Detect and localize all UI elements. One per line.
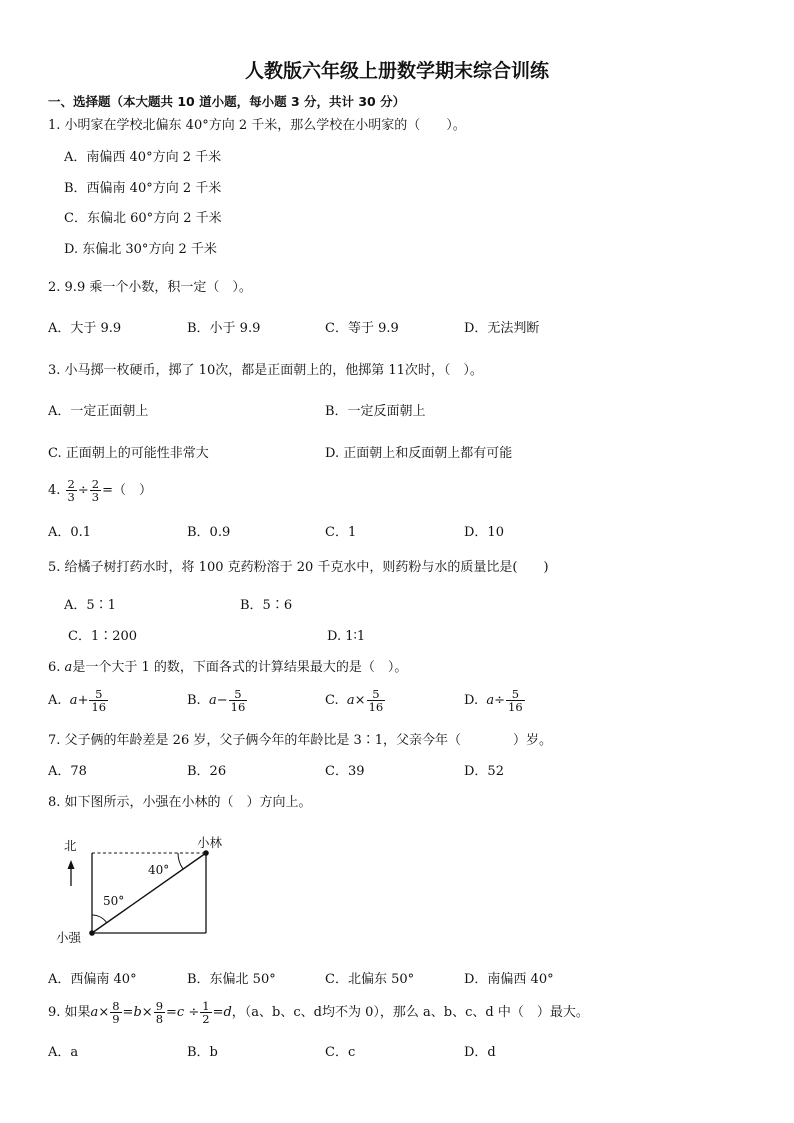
angle-label-bottom: 50° xyxy=(103,894,125,908)
question-2-option-d[interactable]: D．无法判断 xyxy=(464,321,540,336)
question-2-option-c[interactable]: C．等于 9.9 xyxy=(325,321,399,336)
question-1-stem: 1. 小明家在学校北偏东 40°方向 2 千米，那么学校在小明家的（ ）。 xyxy=(48,118,466,133)
question-3-option-a[interactable]: A．一定正面朝上 xyxy=(48,404,149,419)
question-9-option-d[interactable]: D．d xyxy=(464,1045,496,1060)
fraction: $\frac{9}{8}$ xyxy=(155,999,164,1027)
fraction: $\frac{8}{9}$ xyxy=(112,999,120,1027)
question-3-option-d[interactable]: D. 正面朝上和反面朝上都有可能 xyxy=(325,446,513,461)
question-4-stem xyxy=(48,478,152,503)
question-7-stem: 7. 父子俩的年龄差是 26 岁，父子俩今年的年龄比是 3∶1，父亲今年（ ）岁。 xyxy=(48,733,553,748)
north-label: 北 xyxy=(64,838,77,853)
question-1-option-a[interactable]: A．南偏西 40°方向 2 千米 xyxy=(64,150,222,165)
question-9-stem: 9. 如果 a × $\frac{8}{9}$ = b × $\frac{9}{8}$ = c ÷ $\frac{1}{2}$ = d ，（a、b、c、d均不为 0），那么 a、b、c、d 中（ ）最大。 xyxy=(48,999,589,1027)
fraction: $\frac{2}{3}$ xyxy=(67,477,75,505)
xiaolin-label: 小林 xyxy=(197,835,223,850)
question-7-option-c[interactable]: C．39 xyxy=(325,764,365,779)
question-9-option-b[interactable]: B．b xyxy=(187,1045,218,1060)
question-8-option-d[interactable]: D．南偏西 40° xyxy=(464,972,554,987)
question-7-option-b[interactable]: B．26 xyxy=(187,764,227,779)
question-5-option-a[interactable]: A．5∶1 xyxy=(64,598,116,613)
divide-operator: ÷ xyxy=(77,483,89,499)
question-9-option-c[interactable]: C．c xyxy=(325,1045,356,1060)
fraction: $\frac{2}{3}$ xyxy=(91,477,100,505)
question-9-prefix: 9. 如果 xyxy=(48,1005,91,1021)
angle-arc-top xyxy=(178,853,183,869)
question-8-option-b[interactable]: B．东偏北 50° xyxy=(187,972,276,987)
question-6-text: 是一个大于 1 的数，下面各式的计算结果最大的是（ ）。 xyxy=(72,660,408,675)
question-4-option-c[interactable]: C．1 xyxy=(325,525,357,540)
question-9-suffix: ，（a、b、c、d均不为 0），那么 a、b、c、d 中（ ）最大。 xyxy=(231,1005,589,1021)
question-4-number: 4. xyxy=(48,483,61,499)
question-5-option-b[interactable]: B．5∶6 xyxy=(240,598,293,613)
question-8-stem: 8. 如下图所示，小强在小林的（ ）方向上。 xyxy=(48,795,312,810)
question-5-stem: 5. 给橘子树打药水时，将 100 克药粉溶于 20 千克水中，则药粉与水的质量比是( ) xyxy=(48,560,549,575)
question-4-suffix: =（ ） xyxy=(102,483,153,499)
question-3-stem: 3. 小马掷一枚硬币，掷了 10次，都是正面朝上的，他掷第 11次时，（ ）。 xyxy=(48,363,483,378)
xiaoqiang-label: 小强 xyxy=(56,930,82,945)
angle-label-top: 40° xyxy=(148,863,170,877)
question-6-option-b[interactable]: B. a − $\frac{5}{16}$ xyxy=(187,687,246,715)
question-9-option-a[interactable]: A．a xyxy=(48,1045,79,1060)
question-1-option-d[interactable]: D. 东偏北 30°方向 2 千米 xyxy=(64,242,217,257)
question-7-option-d[interactable]: D．52 xyxy=(464,764,504,779)
variable-a: a xyxy=(64,660,73,675)
question-3-option-b[interactable]: B．一定反面朝上 xyxy=(325,404,426,419)
fraction: $\frac{1}{2}$ xyxy=(202,999,210,1027)
question-8-option-a[interactable]: A．西偏南 40° xyxy=(48,972,137,987)
question-4-option-d[interactable]: D．10 xyxy=(464,525,504,540)
section-heading: 一、选择题（本大题共 10 道小题，每小题 3 分，共计 30 分） xyxy=(48,94,406,109)
question-6-option-d[interactable]: D. a ÷ $\frac{5}{16}$ xyxy=(464,687,523,715)
page-title: 人教版六年级上册数学期末综合训练 xyxy=(244,60,549,82)
question-3-option-c[interactable]: C. 正面朝上的可能性非常大 xyxy=(48,446,209,461)
question-7-option-a[interactable]: A．78 xyxy=(48,764,87,779)
direction-diagram xyxy=(54,830,244,955)
point-xiaoqiang xyxy=(89,930,95,936)
fraction: $\frac{5}{16}$ xyxy=(230,687,246,715)
question-5-option-d[interactable]: D. 1∶1 xyxy=(327,629,366,644)
angle-arc-bottom xyxy=(92,915,107,923)
question-6-option-a[interactable]: A. a + $\frac{5}{16}$ xyxy=(48,687,107,715)
question-6-stem xyxy=(48,661,407,674)
question-4-option-a[interactable]: A．0.1 xyxy=(48,525,92,540)
question-2-stem: 2. 9.9 乘一个小数，积一定（ ）。 xyxy=(48,280,252,295)
question-8-option-c[interactable]: C．北偏东 50° xyxy=(325,972,415,987)
question-2-option-a[interactable]: A．大于 9.9 xyxy=(48,321,122,336)
fraction: $\frac{5}{16}$ xyxy=(91,687,107,715)
question-6-number: 6. xyxy=(48,660,61,675)
question-1-option-b[interactable]: B．西偏南 40°方向 2 千米 xyxy=(64,181,222,196)
fraction: $\frac{5}{16}$ xyxy=(508,687,523,715)
question-1-option-c[interactable]: C．东偏北 60°方向 2 千米 xyxy=(64,211,222,226)
question-4-option-b[interactable]: B．0.9 xyxy=(187,525,231,540)
fraction: $\frac{5}{16}$ xyxy=(368,687,384,715)
question-2-option-b[interactable]: B．小于 9.9 xyxy=(187,321,261,336)
north-arrowhead-icon xyxy=(68,860,75,869)
point-xiaolin xyxy=(203,850,209,856)
question-6-option-c[interactable]: C. a × $\frac{5}{16}$ xyxy=(325,687,384,715)
question-5-option-c[interactable]: C．1∶200 xyxy=(68,629,138,644)
